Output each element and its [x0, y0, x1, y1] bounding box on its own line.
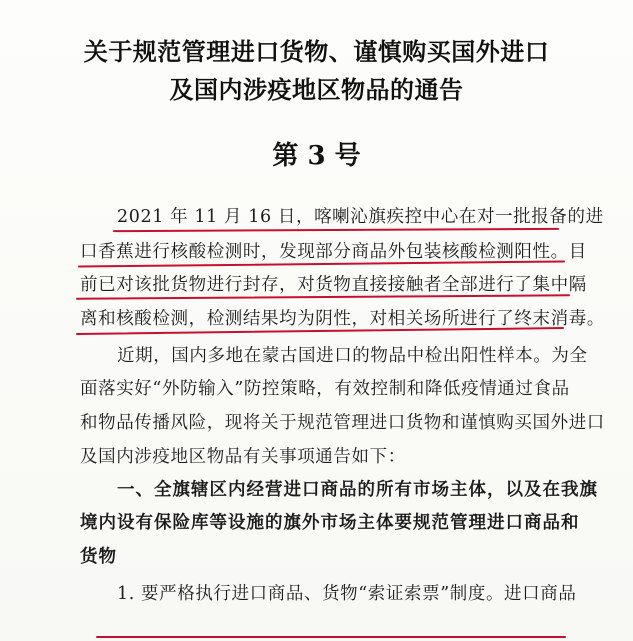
paragraph-2-line-2: 面落实好“外防输入”防控策略，有效控制和降低疫情通过食品 [80, 379, 570, 399]
document-title-line-1: 关于规范管理进口货物、谨慎购买国外进口 [83, 37, 550, 66]
section-1-line-2: 境内设有保险库等设施的旗外市场主体要规范管理进口商品和 [80, 513, 580, 533]
section-1-line-1: 一、全旗辖区内经营进口商品的所有市场主体，以及在我旗 [117, 480, 598, 500]
document-title-line-2: 及国内涉疫地区物品的通告 [169, 75, 464, 104]
paragraph-1-line-2: 口香蕉进行核酸检测时，发现部分商品外包装核酸检测阳性。目 [80, 242, 587, 262]
paragraph-1-line-3: 前已对该批货物进行封存，对货物直接接触者全部进行了集中隔 [80, 275, 587, 295]
paragraph-2-line-3: 和物品传播风险，现将关于规范管理进口货物和谨慎购买国外进口 [80, 413, 605, 433]
item-1-line-1: 1. 要严格执行进口商品、货物“索证索票”制度。进口商品 [117, 584, 577, 604]
section-1-line-3: 货物 [80, 547, 117, 567]
paragraph-2-line-4: 及国内涉疫地区物品有关事项通告如下： [80, 447, 406, 467]
red-underline-bottom [96, 636, 566, 638]
paragraph-1-line-1: 2021 年 11 月 16 日，喀喇沁旗疾控中心在对一批报备的进 [117, 207, 604, 227]
paragraph-2-line-1: 近期，国内多地在蒙古国进口的物品中检出阳性样本。为全 [117, 346, 588, 366]
document-number: 第 3 号 [272, 141, 361, 171]
paragraph-1-line-4: 离和核酸检测，检测结果均为阴性，对相关场所进行了终末消毒。 [80, 309, 605, 329]
red-underline-1 [113, 228, 559, 232]
